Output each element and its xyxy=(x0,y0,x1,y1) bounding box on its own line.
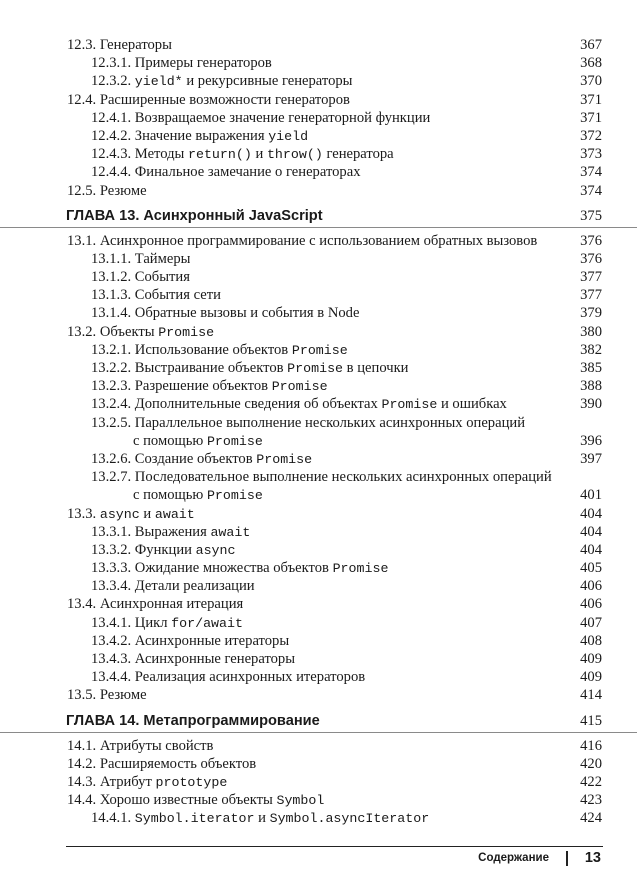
toc-entry xyxy=(0,523,637,541)
code-token: Promise xyxy=(206,433,263,449)
footer-separator xyxy=(566,851,568,866)
code-token: throw() xyxy=(266,147,323,163)
toc-entry-title xyxy=(91,341,348,360)
code-token: Promise xyxy=(206,488,263,504)
toc-entry-page: 406 xyxy=(580,578,602,595)
toc-entry xyxy=(0,809,637,827)
code-token: Promise xyxy=(332,561,389,577)
toc-entry-title xyxy=(67,232,537,250)
code-token: async xyxy=(195,542,236,558)
title-text: 13.4. Асинхронная итерация xyxy=(67,596,244,613)
toc-entry-title xyxy=(67,36,172,54)
toc-entry-page: 367 xyxy=(580,37,602,53)
title-text: 14.2. Расширяемость объектов xyxy=(67,755,257,772)
toc-entry xyxy=(0,323,637,341)
code-token: await xyxy=(154,506,195,522)
toc-entry-title xyxy=(67,595,243,613)
code-token: Promise xyxy=(271,379,328,395)
title-text: 12.4.4. Финальное замечание о генераторах xyxy=(91,164,361,181)
title-text: 13.3.4. Детали реализации xyxy=(91,578,255,595)
toc-entry-title xyxy=(67,505,195,524)
code-token: Promise xyxy=(381,397,438,413)
title-text: 13.4.2. Асинхронные итераторы xyxy=(91,632,290,649)
toc-entry-title xyxy=(91,163,361,181)
toc-entry-page: 385 xyxy=(580,360,602,376)
toc-entry-title xyxy=(91,632,289,650)
title-text: с помощью xyxy=(133,487,207,504)
toc-entry xyxy=(0,737,637,755)
toc-entry-title xyxy=(91,72,353,91)
toc-entry-page: 423 xyxy=(580,792,602,809)
page-number: 13 xyxy=(584,850,601,866)
toc-entry xyxy=(0,304,637,322)
title-text: 13.3.2. Функции xyxy=(91,541,196,558)
toc-entry-page: 388 xyxy=(580,378,602,395)
toc-entry-title xyxy=(67,737,213,755)
toc-entry-page: 370 xyxy=(580,73,602,90)
toc-entry xyxy=(0,54,637,72)
title-text: 14.4.1. xyxy=(91,810,135,827)
title-text: 12.4.1. Возвращаемое значение генераторной функции xyxy=(91,109,431,126)
toc-entry-page: 407 xyxy=(580,614,602,631)
toc-entry-page: 376 xyxy=(580,232,602,249)
title-text: 12.4.2. Значение выражения xyxy=(91,127,269,144)
title-text: 13.3. xyxy=(67,505,100,522)
toc-entry-title xyxy=(91,109,430,127)
toc-entry-title xyxy=(91,250,190,268)
title-text: 12.5. Резюме xyxy=(67,182,147,199)
toc-entry-title xyxy=(133,486,263,505)
toc-entry-title xyxy=(91,450,312,469)
toc-entry-page: 408 xyxy=(580,632,602,649)
toc-entry-continuation xyxy=(0,432,637,450)
toc-entry xyxy=(0,614,637,632)
code-token: Symbol xyxy=(276,793,325,809)
toc-entry xyxy=(0,505,637,523)
toc-entry xyxy=(0,250,637,268)
toc-entry xyxy=(0,650,637,668)
toc-entry-page: 390 xyxy=(580,396,602,413)
toc-entry xyxy=(0,127,637,145)
title-text: и xyxy=(251,146,267,163)
title-text: генератора xyxy=(322,146,394,163)
code-token: for/await xyxy=(171,615,243,631)
title-text: 13.2.3. Разрешение объектов xyxy=(91,378,272,395)
toc-entry xyxy=(0,268,637,286)
title-text: 12.4.3. Методы xyxy=(91,146,188,163)
toc-entry-title xyxy=(67,182,147,200)
code-token: return() xyxy=(187,147,252,163)
title-text: 13.2.7. Последовательное выполнение нескольких асинхронных операций xyxy=(91,469,552,486)
title-text: и xyxy=(139,505,155,522)
toc-entry-title xyxy=(91,523,250,542)
title-text: с помощью xyxy=(133,432,207,449)
toc-entry xyxy=(0,377,637,395)
toc-entry xyxy=(0,359,637,377)
toc-entry xyxy=(0,468,637,486)
title-text: 13.5. Резюме xyxy=(67,687,147,704)
code-token: Promise xyxy=(287,361,344,376)
code-token: Promise xyxy=(158,324,215,340)
code-token: prototype xyxy=(155,774,228,790)
title-text: 13.3.3. Ожидание множества объектов xyxy=(91,560,333,577)
toc-entry-page: 424 xyxy=(580,810,602,827)
toc-entry xyxy=(0,232,637,250)
running-footer-label: Содержание xyxy=(478,852,549,864)
title-text: 13.4.4. Реализация асинхронных итераторов xyxy=(91,669,366,686)
toc-entry xyxy=(0,773,637,791)
toc-entry-title xyxy=(67,791,324,810)
title-text: 12.3.2. xyxy=(91,73,135,90)
toc-entry-page: 377 xyxy=(580,287,602,304)
toc-entry xyxy=(0,595,637,613)
toc-entry-title xyxy=(91,127,308,146)
toc-entry-title xyxy=(91,414,525,432)
toc-entry-title xyxy=(91,809,429,828)
toc-entry xyxy=(0,341,637,359)
title-text: 14.3. Атрибут xyxy=(67,773,156,790)
toc-entry-page: 405 xyxy=(580,560,602,577)
toc-entry-page: 373 xyxy=(580,146,602,163)
toc-entry xyxy=(0,559,637,577)
toc-entry xyxy=(0,286,637,304)
toc-entry xyxy=(0,145,637,163)
toc-entry xyxy=(0,395,637,413)
toc-entry-title xyxy=(91,650,295,668)
toc-entry-title xyxy=(91,668,365,686)
toc-entry-page: 404 xyxy=(580,541,602,558)
toc-entry xyxy=(0,72,637,90)
toc-entry-page: 372 xyxy=(580,127,602,144)
chapter-page: 375 xyxy=(580,207,602,224)
title-text: 13.1.2. События xyxy=(91,269,190,286)
toc-entry-page: 371 xyxy=(580,109,602,126)
toc-entry-page: 401 xyxy=(580,487,602,504)
toc-entry xyxy=(0,632,637,650)
toc-entry-title xyxy=(91,577,255,595)
title-text: 13.2.1. Использование объектов xyxy=(91,341,292,358)
toc-entry-page: 406 xyxy=(580,596,602,613)
chapter-title: ГЛАВА 13. Асинхронный JavaScript xyxy=(66,207,323,224)
toc-entry-title xyxy=(67,755,256,773)
toc-entry-title xyxy=(67,773,227,792)
toc-entry-page: 409 xyxy=(580,669,602,686)
toc-entry xyxy=(0,109,637,127)
toc-entry xyxy=(0,163,637,181)
toc-entry xyxy=(0,450,637,468)
title-text: 12.4. Расширенные возможности генераторов xyxy=(67,91,350,108)
title-text: 13.1.1. Таймеры xyxy=(91,250,191,267)
footer-rule xyxy=(66,846,603,847)
title-text: 13.2.6. Создание объектов xyxy=(91,450,257,467)
title-text: 13.2.5. Параллельное выполнение нескольких асинхронных операций xyxy=(91,414,526,431)
code-token: Symbol.iterator xyxy=(134,811,255,827)
chapter-title: ГЛАВА 14. Метапрограммирование xyxy=(66,712,320,729)
toc-entry-title xyxy=(91,395,507,414)
toc-entry-title xyxy=(91,468,552,486)
code-token: Symbol.asyncIterator xyxy=(269,811,430,827)
title-text: 13.2.2. Выстраивание объектов xyxy=(91,360,288,376)
toc-entry xyxy=(0,755,637,773)
toc-entry-title xyxy=(67,91,350,109)
toc-entry-title xyxy=(91,377,328,396)
toc-entry xyxy=(0,182,637,200)
toc-entry xyxy=(0,414,637,432)
title-text: 14.1. Атрибуты свойств xyxy=(67,737,214,754)
title-text: 14.4. Хорошо известные объекты xyxy=(67,792,277,809)
table-of-contents xyxy=(0,36,637,828)
toc-entry-page: 374 xyxy=(580,182,602,199)
chapter-heading xyxy=(0,710,637,733)
title-text: 13.4.3. Асинхронные генераторы xyxy=(91,651,296,667)
toc-entry-page: 414 xyxy=(580,687,602,704)
toc-entry xyxy=(0,668,637,686)
toc-entry-title xyxy=(91,541,236,560)
toc-entry-page: 422 xyxy=(580,773,602,790)
title-text: 13.2.4. Дополнительные сведения об объектах xyxy=(91,396,382,413)
code-token: Promise xyxy=(256,451,313,467)
toc-entry-page: 404 xyxy=(580,505,602,522)
toc-entry-page: 368 xyxy=(580,55,602,72)
title-text: 13.2. Объекты xyxy=(67,323,159,340)
toc-entry-title xyxy=(67,323,214,342)
toc-entry xyxy=(0,791,637,809)
title-text: и рекурсивные генераторы xyxy=(182,73,353,90)
toc-entry-title xyxy=(91,286,221,304)
toc-entry-title xyxy=(91,145,394,164)
toc-entry-title xyxy=(133,432,263,451)
toc-entry xyxy=(0,36,637,54)
toc-entry-page: 397 xyxy=(580,450,602,467)
toc-entry-page: 404 xyxy=(580,523,602,540)
code-token: yield* xyxy=(134,74,183,90)
toc-entry-title xyxy=(91,359,408,378)
title-text: 13.1.4. Обратные вызовы и события в Node xyxy=(91,305,360,322)
toc-entry-page: 420 xyxy=(580,755,602,772)
toc-entry-page: 374 xyxy=(580,164,602,181)
toc-entry-page: 376 xyxy=(580,250,602,267)
toc-entry-title xyxy=(91,559,388,578)
toc-entry-page: 380 xyxy=(580,323,602,340)
code-token: yield xyxy=(268,128,309,144)
title-text: и ошибках xyxy=(437,396,507,413)
chapter-heading xyxy=(0,205,637,228)
title-text: 13.4.1. Цикл xyxy=(91,614,172,631)
toc-entry-title xyxy=(91,268,190,286)
toc-entry-page: 409 xyxy=(580,651,602,667)
title-text: 13.3.1. Выражения xyxy=(91,523,211,540)
toc-entry-title xyxy=(91,54,272,72)
toc-entry xyxy=(0,577,637,595)
title-text: 12.3. Генераторы xyxy=(67,37,172,53)
toc-entry-title xyxy=(67,686,147,704)
title-text: 13.1.3. События сети xyxy=(91,287,221,304)
title-text: и xyxy=(254,810,270,827)
toc-entry-page: 371 xyxy=(580,91,602,108)
title-text: 13.1. Асинхронное программирование с использованием обратных вызовов xyxy=(67,232,538,249)
toc-entry-page: 416 xyxy=(580,737,602,754)
toc-entry-continuation xyxy=(0,486,637,504)
title-text: 12.3.1. Примеры генераторов xyxy=(91,55,272,72)
toc-entry-page: 396 xyxy=(580,432,602,449)
toc-entry-page: 382 xyxy=(580,341,602,358)
toc-entry-title xyxy=(91,304,359,322)
code-token: await xyxy=(210,524,251,540)
code-token: Promise xyxy=(291,342,348,358)
toc-entry-page: 377 xyxy=(580,269,602,286)
toc-entry-page: 379 xyxy=(580,305,602,322)
toc-entry-title xyxy=(91,614,243,633)
chapter-page: 415 xyxy=(580,712,602,729)
code-token: async xyxy=(99,506,140,522)
toc-entry xyxy=(0,541,637,559)
title-text: в цепочки xyxy=(343,360,409,376)
toc-entry xyxy=(0,91,637,109)
toc-entry xyxy=(0,686,637,704)
